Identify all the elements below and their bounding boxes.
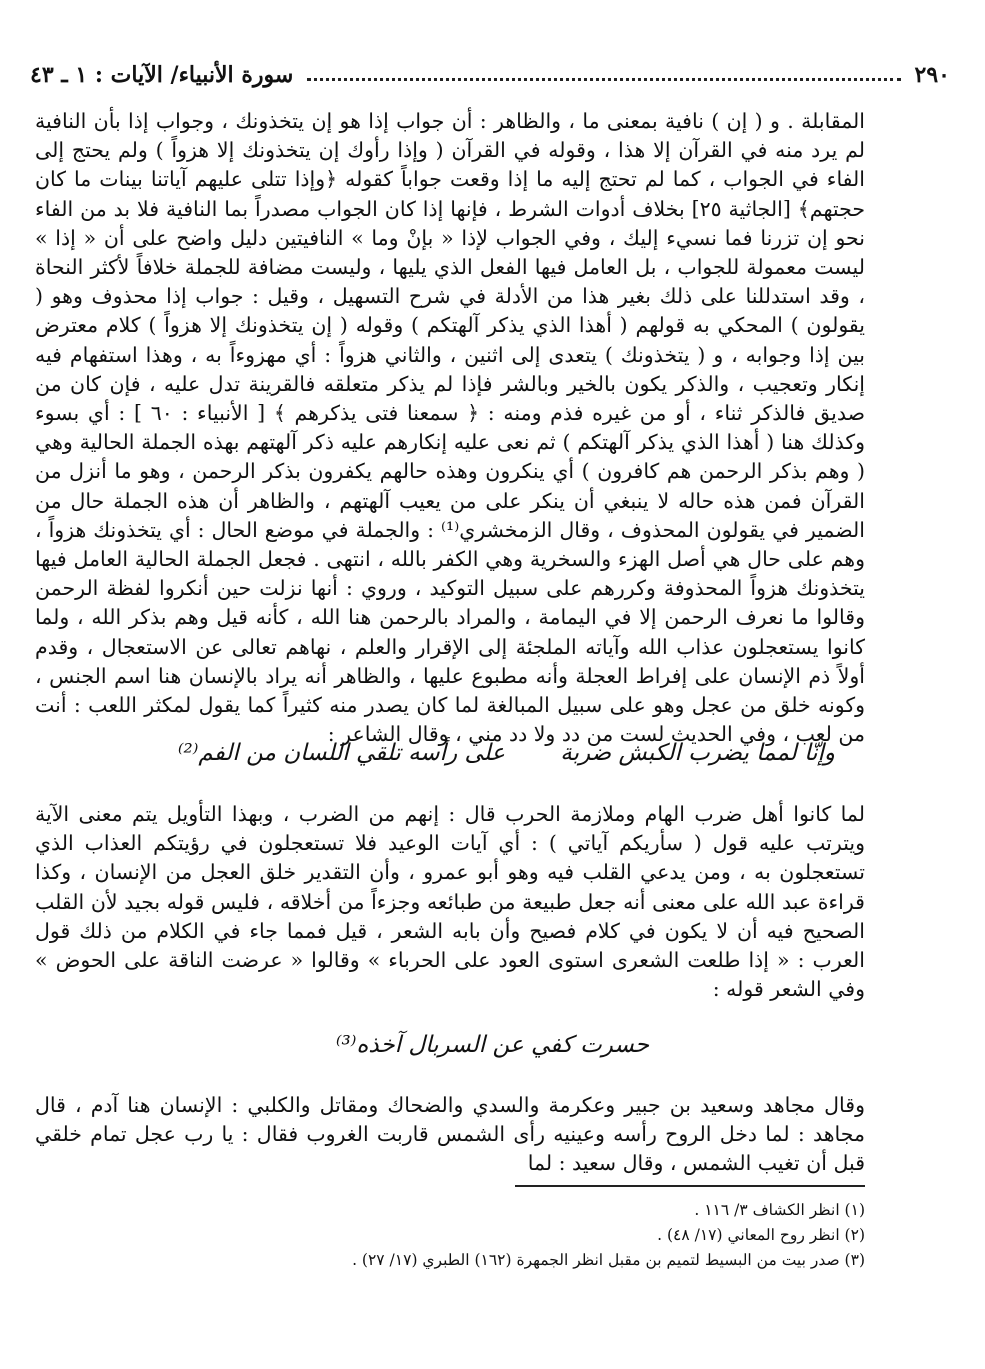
body-text-block-3: [35, 1091, 865, 1179]
header-dotted-leader: [307, 78, 900, 81]
footnotes: [180, 1198, 865, 1273]
body-text-block-1: [35, 107, 865, 749]
verse-1-second-hemistich: على رأسه تلقي اللسان من الفم⁽²⁾: [177, 740, 505, 766]
footnote-1: (١) انظر الكشاف ٣/ ١١٦ .: [694, 1201, 865, 1219]
page-header: [30, 58, 950, 92]
paragraph-3: وقال مجاهد وسعيد بن جبير وعكرمة والسدي والضحاك ومقاتل والكلبي : الإنسان هنا آدم ، قال مجاهد : لما دخل الروح رأسه وعينيه رأى الشمس قاربت الغروب فقال : يا رب عجل تمام خلقي قبل أن تغيب الشمس ، وقال سعيد : لما: [35, 1093, 865, 1176]
page-number: ٢٩٠: [914, 62, 950, 88]
verse-2: حسرت كفي عن السربال آخذه⁽³⁾: [335, 1032, 650, 1058]
paragraph-1: المقابلة . و ( إن ) نافية بمعنى ما ، والظاهر : أن جواب إذا هو إن يتخذونك ، وجواب إذا بأن النافية لم يرد منه في القرآن إلا هذا ، وقوله في القرآن ( وإذا رأوك إن يتخذونك إلا هزواً ) ولم يحتج إلى الفاء في الجواب ، كما لم تحتج إليه ما إذا وقعت جواباً كقوله ﴿وإذا تتلى عليهم آياتنا بينات ما كان حجتهم﴾ [الجاثية ٢٥] بخلاف أدوات الشرط ، فإنها إذا كان الجواب مصدراً بما النافية فلا بد من الفاء نحو إن تزرنا فما نسيء إليك ، وفي الجواب لإذا « بإنْ وما » النافيتين دليل واضح على أن « إذا » ليست معمولة للجواب ، بل العامل فيها الفعل الذي يليها ، وليست مضافة للجملة خلافاً لأكثر النحاة ، وقد استدللنا على ذلك بغير هذا من الأدلة في شرح التسهيل ، وقيل : جواب إذا محذوف وهو ( يقولون ) المحكي به قولهم ( أهذا الذي يذكر آلهتكم ) وقوله ( إن يتخذونك إلا هزواً ) كلام معترض بين إذا وجوابه ، و ( يتخذونك ) يتعدى إلى اثنين ، والثاني هزواً : أي مهزوءاً به ، وهذا استفهام فيه إنكار وتعجيب ، والذكر يكون بالخير وبالشر فإذا لم يذكر متعلقه فالقرينة تدل عليه ، فإن كان من صديق فالذكر ثناء ، أو من غيره فذم ومنه : ﴿ سمعنا فتى يذكرهم ﴾ [ الأنبياء : ٦٠ ] : أي بسوء وكذلك هنا ( أهذا الذي يذكر آلهتكم ) ثم نعى عليه إنكارهم عليه ذكر آلهتهم بهذه الجملة الحالية وهي ( وهم بذكر الرحمن هم كافرون ) أي ينكرون وهذه حالهم يكفرون بذكر الرحمن ، وهو ما أنزل من القرآن فمن هذه حاله لا ينبغي أن ينكر على من يعيب آلهتهم ، والظاهر أن هذه الجملة حال من الضمير في يقولون المحذوف ، وقال الزمخشري⁽¹⁾ : والجملة في موضع الحال : أي يتخذونك هزواً ، وهم على حال هي أصل الهزء والسخرية وهي الكفر بالله ، انتهى . فجعل الجملة الحالية العامل فيها يتخذونك هزواً المحذوفة وكررهم على سبيل التوكيد ، وروي : أنها نزلت حين أنكروا لفظة الرحمن وقالوا ما نعرف الرحمن إلا في اليمامة ، والمراد بالرحمن هنا الله ، كأنه قيل وهم بذكر الله ، ولما كانوا يستعجلون عذاب الله وآياته الملجئة إلى الإقرار والعلم ، نهاهم تعالى عن الاستعجال ، وقدم أولاً ذم الإنسان على إفراط العجلة وأنه مطبوع عليها ، والظاهر أنه يراد بالإنسان هنا اسم الجنس ، وكونه خلق من عجل وهو على سبيل المبالغة لما كان يصدر منه كثيراً كما يقول لمكثر اللعب : أنت من لعب ، وفي الحديث لست من دد ولا دد مني ، وقال الشاعر :: [35, 109, 865, 747]
verse-1-first-hemistich: وإنّا لمما يضرب الكبش ضربة: [560, 740, 835, 766]
paragraph-2: لما كانوا أهل ضرب الهام وملازمة الحرب قال : إنهم من الضرب ، وبهذا التأويل يتم معنى الآية ويترتب عليه قول ( سأريكم آياتي ) : أي آيات الوعيد فلا تستعجلون في رؤيتكم العذاب الذي تستعجلون به ، ومن يدعي القلب فيه وهو أبو عمرو ، وأن التقدير خلق العجل من الإنسان ، وكذا قراءة عبد الله على معنى أنه جعل طبيعة من طبائعه وجزءاً من أخلاقه ، فليس قوله بجيد لأن القلب الصحيح فيه أن لا يكون في كلام فصيح وأن بابه الشعر ، قيل فمما جاء في الكلام من ذلك قول العرب : « إذا طلعت الشعرى استوى العود على الحرباء » وقالوا « عرضت الناقة على الحوض » وفي الشعر قوله :: [35, 802, 865, 1002]
body-text-block-2: [35, 800, 865, 1004]
footnote-separator: [515, 1185, 865, 1187]
footnote-2: (٢) انظر روح المعاني (١٧/ ٤٨) .: [657, 1226, 865, 1244]
running-title: سورة الأنبياء/ الآيات : ١ ـ ٤٣: [30, 62, 294, 88]
footnote-3: (٣) صدر بيت من البسيط لتميم بن مقبل انظر الجمهرة (١٦٢) الطبري (١٧/ ٢٧) .: [352, 1251, 865, 1269]
